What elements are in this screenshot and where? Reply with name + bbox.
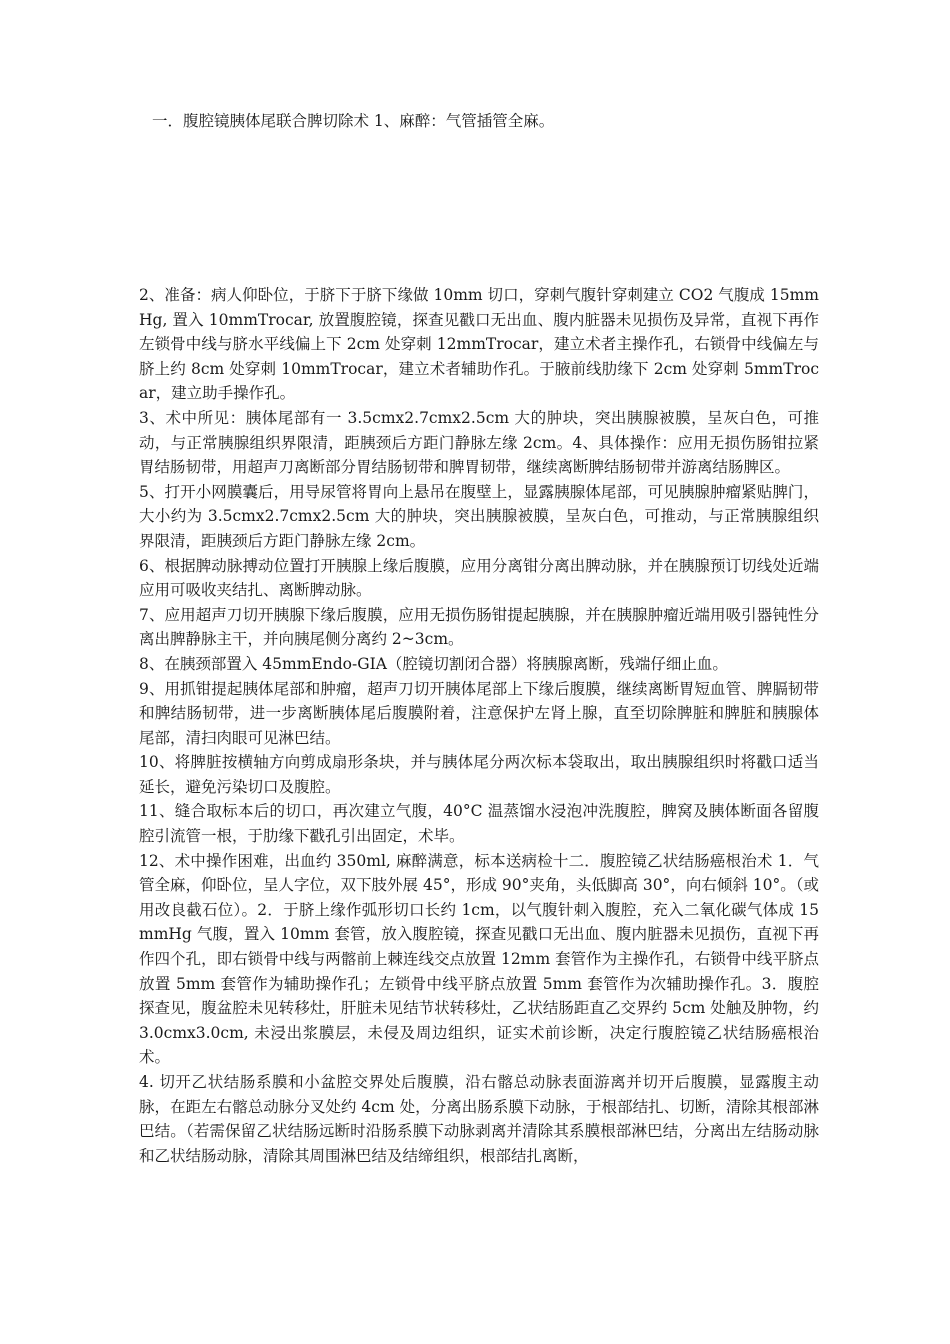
paragraph-colon-step-4: 4. 切开乙状结肠系膜和小盆腔交界处后腹膜，沿右髂总动脉表面游离并切开后腹膜，显露腹主动脉，在距左右髂总动脉分叉处约 4cm 处，分离出肠系膜下动脉，于根部结扎、切断，清除其根部淋巴结。（若需保留乙状结肠远断时沿肠系膜下动脉剥离并清除其系膜根部淋巴结，分离出左结肠动脉和乙状结肠动脉，清除其周围淋巴结及结缔组织，根部结扎离断， bbox=[139, 1073, 819, 1165]
paragraph-preparation: 2、准备：病人仰卧位，于脐下于脐下缘做 10mm 切口，穿刺气腹针穿刺建立 CO2 气腹成 15mmHg, 置入 10mmTrocar, 放置腹腔镜，探查见戳口无出血、腹内脏器未见损伤及异常，直视下再作左锁骨中线与脐水平线偏上下 2cm 处穿刺 12mmTrocar，建立术者主操作孔，右锁骨中线偏左与脐上约 8cm 处穿刺 10mmTrocar，建立术者辅助作孔。于腋前线肋缘下 2cm 处穿刺 5mmTrocar，建立助手操作孔。 bbox=[139, 286, 819, 403]
paragraph-step-10: 10、将脾脏按横轴方向剪成扇形条块，并与胰体尾分两次标本袋取出，取出胰腺组织时将戳口适当延长，避免污染切口及腹腔。 bbox=[139, 753, 819, 796]
paragraph-step-8: 8、在胰颈部置入 45mmEndo-GIA（腔镜切割闭合器）将胰腺离断，残端仔细止血。 bbox=[139, 654, 728, 673]
document-body bbox=[139, 283, 819, 1168]
paragraph-step-5: 5、打开小网膜囊后，用导尿管将胃向上悬吊在腹壁上，显露胰腺体尾部，可见胰腺肿瘤紧贴脾门，大小约为 3.5cmx2.7cmx2.5cm 大的肿块，突出胰腺被膜，呈灰白色，可推动，与正常胰腺组织界限清，距胰颈后方距门静脉左缘 2cm。 bbox=[139, 482, 819, 550]
paragraph-step-12-and-colon-procedure: 12、术中操作困难，出血约 350ml, 麻醉满意，标本送病检十二．腹腔镜乙状结肠癌根治术 1．气管全麻，仰卧位，呈人字位，双下肢外展 45°，形成 90°夹角，头低脚高 30°，向右倾斜 10°。（或用改良截石位）。2．于脐上缘作弧形切口长约 1cm，以气腹针刺入腹腔，充入二氧化碳气体成 15mmHg 气腹，置入 10mm 套管，放入腹腔镜，探查见戳口无出血、腹内脏器未见损伤，直视下再作四个孔，即右锁骨中线与两髂前上棘连线交点放置 12mm 套管作为主操作孔，右锁骨中线平脐点放置 5mm 套管作为辅助操作孔；左锁骨中线平脐点放置 5mm 套管作为次辅助操作孔。3．腹腔探查见，腹盆腔未见转移灶，肝脏未见结节状转移灶，乙状结肠距直乙交界约 5cm 处触及肿物，约 3.0cmx3.0cm, 未浸出浆膜层，未侵及周边组织，证实术前诊断，决定行腹腔镜乙状结肠癌根治术。 bbox=[139, 851, 819, 1067]
paragraph-step-11: 11、缝合取标本后的切口，再次建立气腹，40°C 温蒸馏水浸泡冲洗腹腔，脾窝及胰体断面各留腹腔引流管一根，于肋缘下戳孔引出固定，术毕。 bbox=[139, 802, 819, 846]
paragraph-step-6: 6、根据脾动脉搏动位置打开胰腺上缘后腹膜，应用分离钳分离出脾动脉，并在胰腺预订切线处近端应用可吸收夹结扎、离断脾动脉。 bbox=[139, 556, 819, 600]
document-title-line: 一．腹腔镜胰体尾联合脾切除术 1、麻醉：气管插管全麻。 bbox=[152, 112, 555, 130]
paragraph-step-9: 9、用抓钳提起胰体尾部和肿瘤，超声刀切开胰体尾部上下缘后腹膜，继续离断胃短血管、脾膈韧带和脾结肠韧带，进一步离断胰体尾后腹膜附着，注意保护左肾上腺，直至切除脾脏和脾脏和胰腺体尾部，清扫肉眼可见淋巴结。 bbox=[139, 679, 819, 747]
paragraph-findings: 3、术中所见：胰体尾部有一 3.5cmx2.7cmx2.5cm 大的肿块，突出胰腺被膜，呈灰白色，可推动，与正常胰腺组织界限清，距胰颈后方距门静脉左缘 2cm。4、具体操作：应用无损伤肠钳拉紧胃结肠韧带，用超声刀离断部分胃结肠韧带和脾胃韧带，继续离断脾结肠韧带并游离结肠脾区。 bbox=[139, 408, 819, 477]
paragraph-step-7: 7、应用超声刀切开胰腺下缘后腹膜，应用无损伤肠钳提起胰腺，并在胰腺肿瘤近端用吸引器钝性分离出脾静脉主干，并向胰尾侧分离约 2~3cm。 bbox=[139, 605, 819, 649]
